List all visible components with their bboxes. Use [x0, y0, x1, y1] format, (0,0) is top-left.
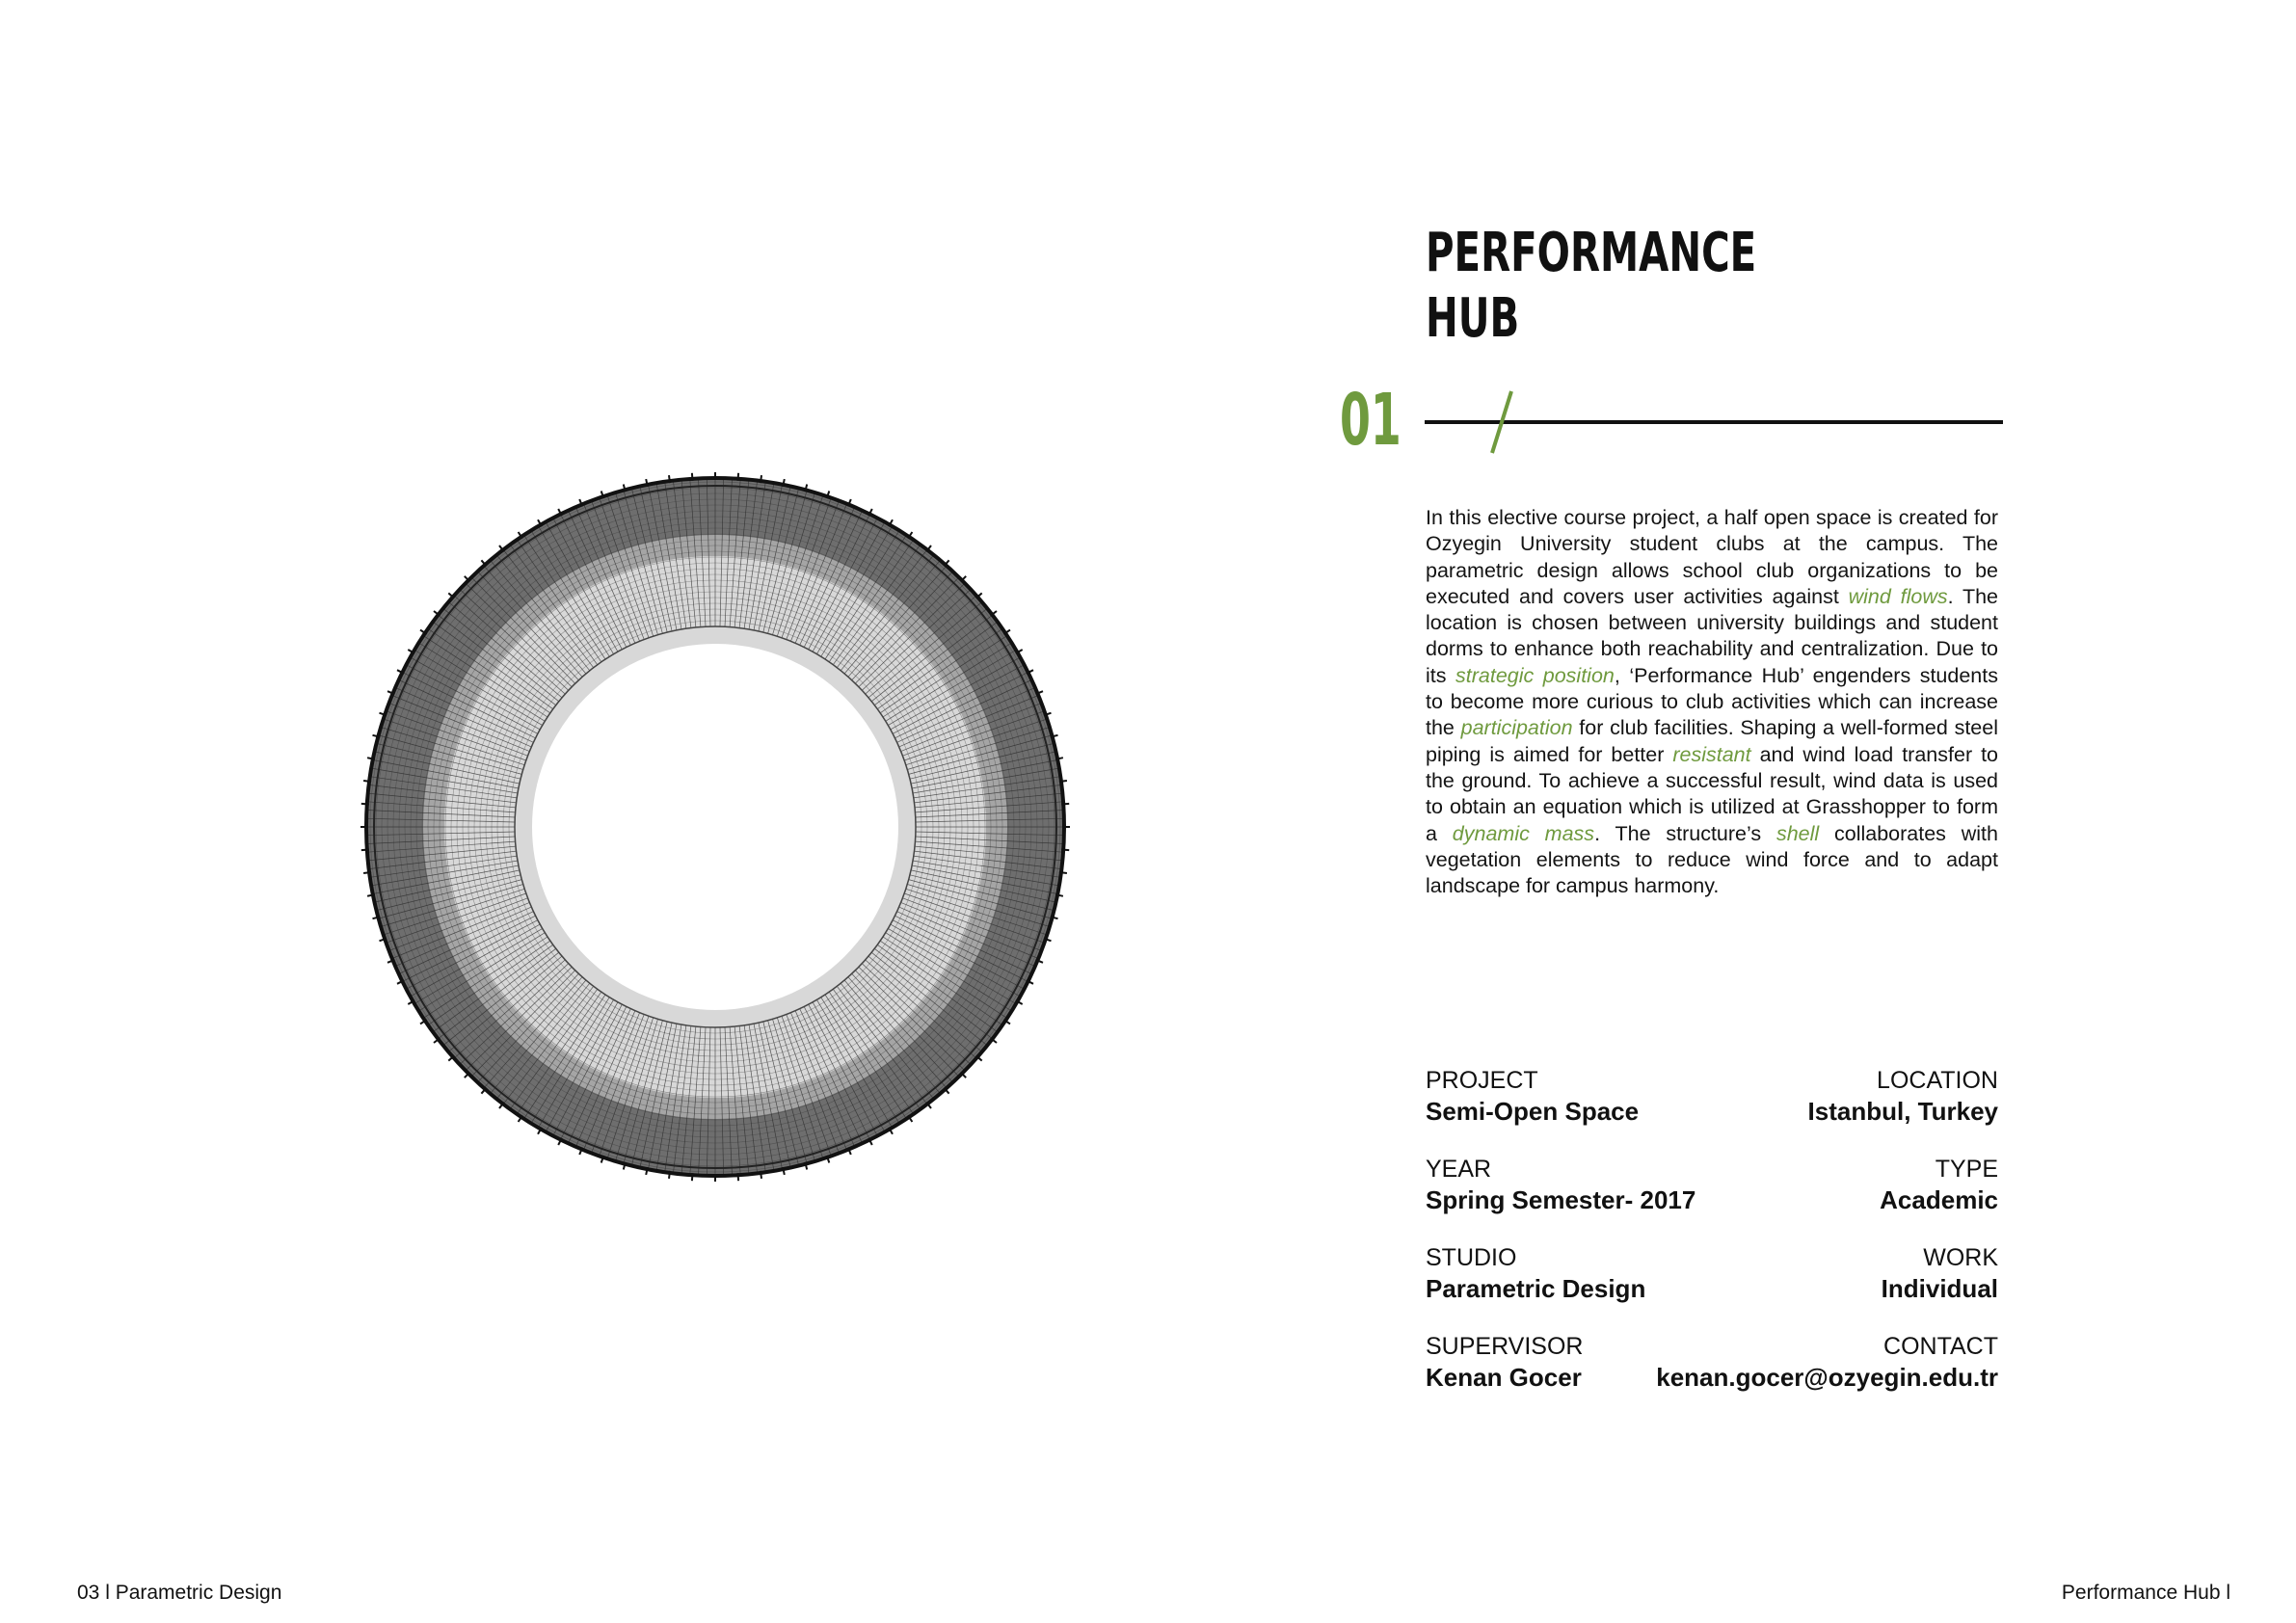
work-field	[1882, 1243, 1998, 1304]
description-text: collaborates with vegetation elements to reduce wind force and to adapt landscape for campus harmony.	[1426, 821, 1998, 898]
location-field	[1808, 1066, 1998, 1127]
project-description	[1426, 505, 1998, 899]
studio-label: STUDIO	[1426, 1244, 1517, 1271]
supervisor-field	[1426, 1332, 1583, 1393]
studio-value: Parametric Design	[1426, 1274, 1646, 1303]
project-title	[1426, 221, 1756, 352]
type-label: TYPE	[1935, 1156, 1998, 1183]
footer-project-label: Performance Hub l	[2061, 1582, 2230, 1604]
title-divider	[1425, 387, 2003, 465]
highlight-shell: shell	[1775, 821, 1820, 845]
highlight-strategic-position: strategic position	[1455, 663, 1615, 687]
project-number: 01	[1340, 379, 1402, 462]
project-field	[1426, 1066, 1639, 1127]
parametric-ring-drawing	[349, 461, 1081, 1193]
year-field	[1426, 1155, 1695, 1215]
location-label: LOCATION	[1877, 1067, 1998, 1094]
location-value: Istanbul, Turkey	[1807, 1097, 1998, 1126]
type-field	[1880, 1155, 1998, 1215]
description-text: . The structure’s	[1594, 821, 1776, 845]
description-text: , ‘Performance Hub’ engenders students to become more curious to club activities which can increase the	[1426, 663, 1998, 740]
contact-label: CONTACT	[1883, 1333, 1998, 1360]
supervisor-label: SUPERVISOR	[1426, 1333, 1584, 1360]
project-value: Semi-Open Space	[1426, 1097, 1640, 1126]
contact-value: kenan.gocer@ozyegin.edu.tr	[1656, 1363, 1998, 1392]
contact-field	[1656, 1332, 1998, 1393]
studio-field	[1426, 1243, 1645, 1304]
highlight-wind-flows: wind flows	[1848, 584, 1948, 608]
highlight-participation: participation	[1460, 716, 1573, 740]
footer-page-label: 03 l Parametric Design	[77, 1582, 282, 1604]
title-line-2: HUB	[1426, 287, 1520, 350]
description-text: . The location is chosen between university buildings and student dorms to enhance both reachability and centralization. Due to its	[1426, 584, 1998, 687]
work-value: Individual	[1881, 1274, 1998, 1303]
description-text: for club facilities. Shaping a well-formed steel piping is aimed for better	[1426, 716, 1998, 766]
project-label: PROJECT	[1426, 1067, 1538, 1094]
highlight-dynamic-mass: dynamic mass	[1452, 821, 1595, 845]
type-value: Academic	[1880, 1185, 1998, 1214]
work-label: WORK	[1923, 1244, 1998, 1271]
supervisor-value: Kenan Gocer	[1426, 1363, 1582, 1392]
description-text: In this elective course project, a half open space is created for Ozyegin University student clubs at the campus. The parametric design allows school club organizations to be executed and covers user activities against	[1426, 506, 1998, 608]
year-value: Spring Semester- 2017	[1426, 1185, 1696, 1214]
title-line-1: PERFORMANCE	[1426, 222, 1757, 284]
description-text: and wind load transfer to the ground. To achieve a successful result, wind data is used to obtain an equation which is utilized at Grasshopper to form a	[1426, 742, 1998, 845]
highlight-resistant: resistant	[1672, 742, 1751, 766]
year-label: YEAR	[1426, 1156, 1492, 1183]
